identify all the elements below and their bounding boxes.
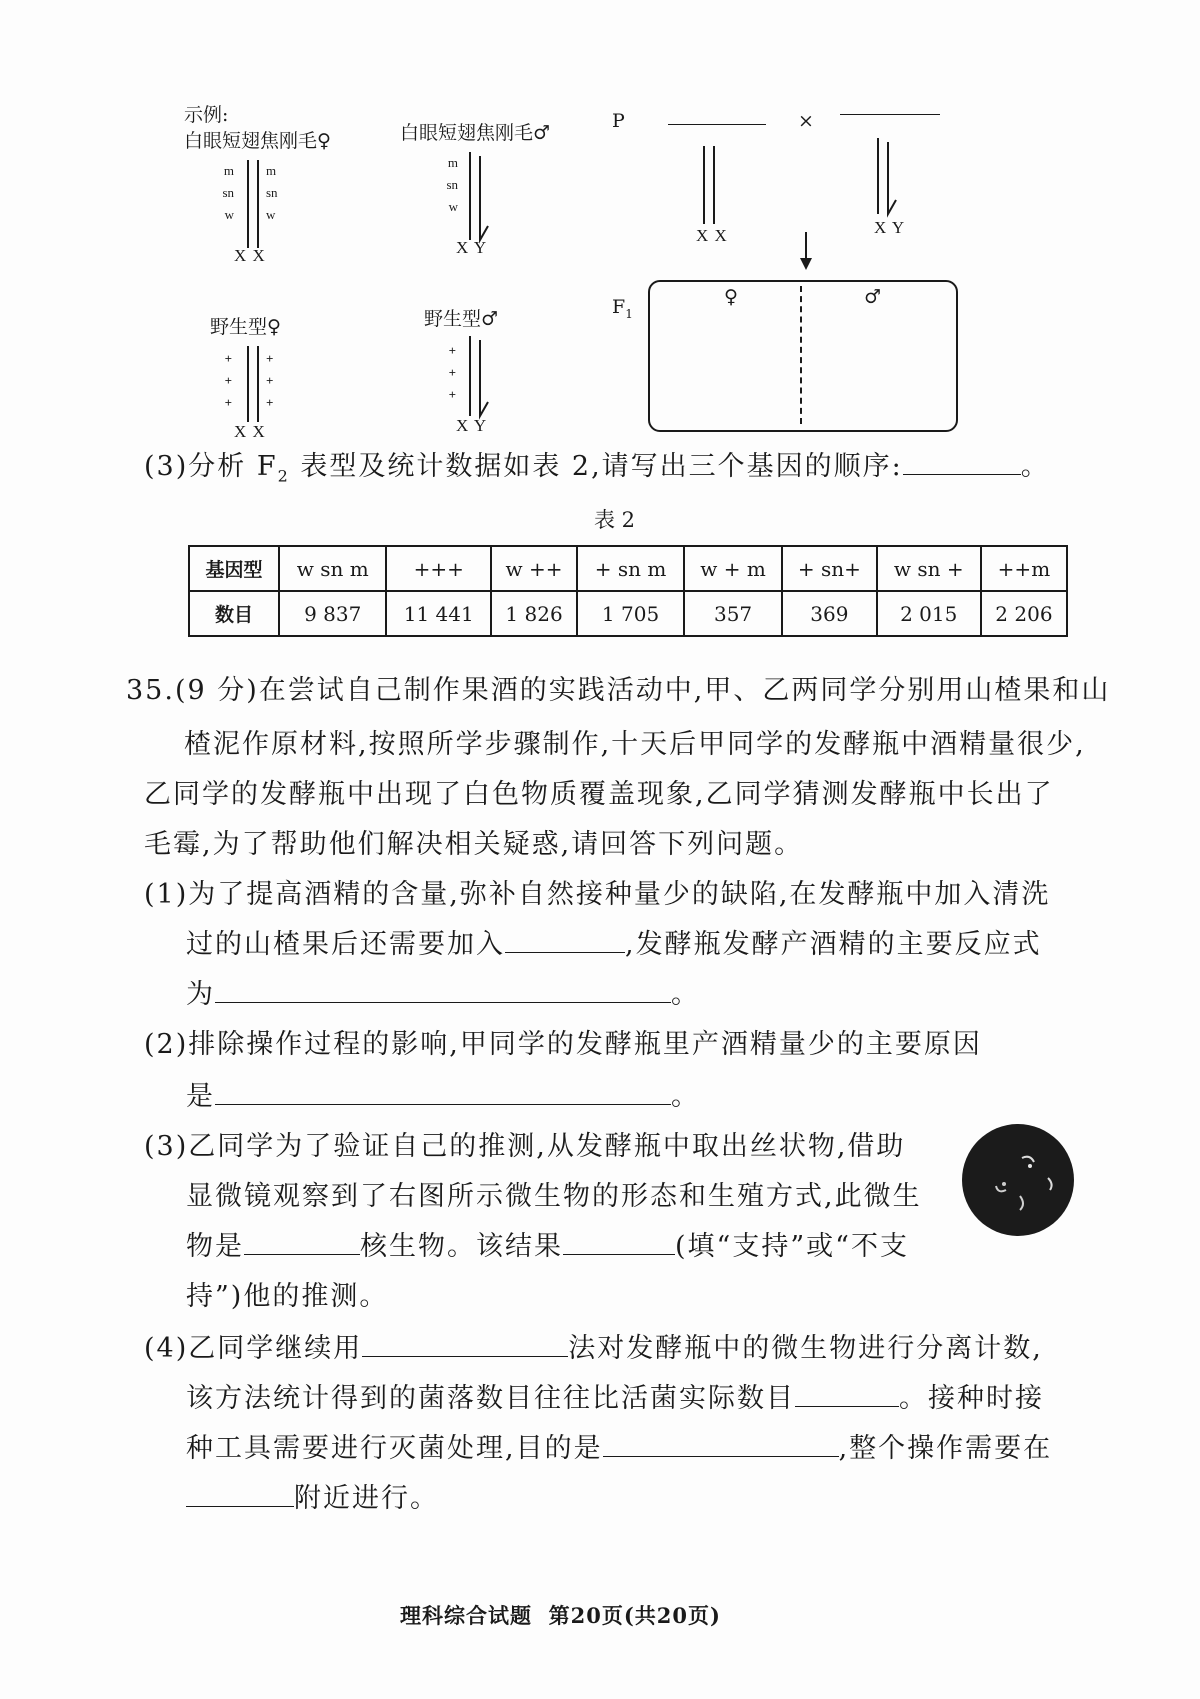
q35-part1-line-2: 过的山楂果后还需要加入 ,发酵瓶发酵产酒精的主要反应式 — [186, 929, 1042, 960]
q35-part3-line-4: 持”)他的推测。 — [186, 1281, 389, 1312]
down-arrow-icon — [796, 232, 816, 272]
female-wild-plus-right: + + + — [266, 351, 274, 410]
q35-part3-line-1: (3)乙同学为了验证自己的推测,从发酵瓶中取出丝状物,借助 — [144, 1131, 906, 1162]
male-wild-title: 野生型♂ — [424, 308, 499, 330]
table-cell: 369 — [782, 591, 876, 636]
f1-divider — [800, 286, 802, 424]
q35-part4-line-3: 种工具需要进行灭菌处理,目的是 ,整个操作需要在 — [186, 1433, 1053, 1464]
table-cell: w sn + — [877, 546, 981, 591]
table-cell: + sn+ — [782, 546, 876, 591]
p-male-blank — [840, 114, 940, 115]
table-header-genotype: 基因型 — [189, 546, 279, 591]
q35-intro-line-4: 毛霉,为了帮助他们解决相关疑惑,请回答下列问题。 — [144, 829, 804, 860]
question-3-text: (3)分析 $F_2$ 表型及统计数据如表 2,请写出三个基因的顺序: 。 — [144, 451, 1050, 486]
f1-result-box — [648, 280, 958, 432]
p-female-xx: X X — [696, 226, 728, 245]
table-cell: 11 441 — [386, 591, 491, 636]
q35-part4-line-1: (4)乙同学继续用 法对发酵瓶中的微生物进行分离计数, — [144, 1333, 1043, 1364]
p-female-chromosomes — [694, 146, 734, 228]
male-mutant-genes: m sn w — [446, 155, 458, 214]
male-mutant-chromosomes — [460, 152, 500, 244]
male-mutant-title: 白眼短翅焦刚毛♂ — [400, 122, 551, 144]
table-cell: + sn m — [577, 546, 684, 591]
table-2 — [188, 545, 1068, 637]
p-generation-label: P — [612, 110, 625, 132]
table-cell: 9 837 — [279, 591, 386, 636]
female-wild-title: 野生型♀ — [210, 316, 281, 338]
table-cell: ++m — [981, 546, 1067, 591]
q35-1-blank-yeast[interactable] — [505, 928, 625, 953]
table-cell: 2 015 — [877, 591, 981, 636]
female-mutant-genes-right: m sn w — [266, 163, 278, 222]
table-row-count — [189, 591, 1067, 636]
q35-part4-line-4: 附近进行。 — [186, 1476, 439, 1515]
p-male-chromosomes — [870, 138, 910, 220]
male-wild-plus: + + + — [448, 343, 456, 402]
q35-part2-line-1: (2)排除操作过程的影响,甲同学的发酵瓶里产酒精量少的主要原因 — [144, 1029, 982, 1060]
q35-4-blank-location[interactable] — [186, 1482, 294, 1507]
p-male-xy: X Y — [874, 218, 906, 237]
table-cell: w + m — [684, 546, 782, 591]
female-wild-xx: X X — [234, 422, 266, 441]
female-mutant-genes-left: m sn w — [222, 163, 234, 222]
q35-part3-line-2: 显微镜观察到了右图所示微生物的形态和生殖方式,此微生 — [186, 1181, 922, 1212]
q35-intro-line-1: 35.(9 分)在尝试自己制作果酒的实践活动中,甲、乙两同学分别用山楂果和山 — [126, 675, 1111, 706]
q35-part1-line-1: (1)为了提高酒精的含量,弥补自然接种量少的缺陷,在发酵瓶中加入清洗 — [144, 879, 1051, 910]
cross-symbol: × — [798, 110, 814, 132]
table-cell: 1 705 — [577, 591, 684, 636]
q35-intro-line-2: 楂泥作原材料,按照所学步骤制作,十天后甲同学的发酵瓶中酒精量很少, — [184, 729, 1086, 760]
table-cell: 1 826 — [491, 591, 577, 636]
q35-part2-line-2: 是 。 — [186, 1081, 700, 1112]
f1-female-symbol: ♀ — [724, 286, 738, 308]
q35-4-blank-method[interactable] — [362, 1332, 568, 1357]
table-cell: w sn m — [279, 546, 386, 591]
q35-4-blank-compare[interactable] — [795, 1382, 899, 1407]
p-female-blank — [668, 124, 766, 125]
q3-answer-blank[interactable] — [903, 450, 1021, 475]
table-cell: w ++ — [491, 546, 577, 591]
f1-male-symbol: ♂ — [864, 286, 882, 308]
f1-label: $F_1$ — [612, 296, 633, 321]
example-label: 示例: — [184, 104, 229, 126]
male-wild-xy: X Y — [456, 416, 488, 435]
table-row-genotype — [189, 546, 1067, 591]
q35-3-blank-organism[interactable] — [244, 1230, 360, 1255]
q35-part3-line-3: 物是 核生物。该结果 (填“支持”或“不支 — [186, 1231, 909, 1262]
table-header-count: 数目 — [189, 591, 279, 636]
q35-3-blank-support[interactable] — [563, 1230, 675, 1255]
page-footer: 理科综合试题 第20页(共20页) — [400, 1603, 721, 1628]
table-cell: 2 206 — [981, 591, 1067, 636]
table-2-caption: 表 2 — [594, 508, 636, 532]
q35-1-blank-equation[interactable] — [215, 978, 671, 1003]
table-cell: +++ — [386, 546, 491, 591]
q35-2-blank-reason[interactable] — [215, 1080, 671, 1105]
q35-part1-line-3: 为 。 — [186, 979, 700, 1010]
male-wild-chromosomes — [460, 336, 500, 420]
q35-4-blank-purpose[interactable] — [603, 1432, 839, 1457]
female-mutant-xx: X X — [234, 246, 266, 265]
table-cell: 357 — [684, 591, 782, 636]
q35-part4-line-2: 该方法统计得到的菌落数目往往比活菌实际数目 。接种时接 — [186, 1383, 1044, 1414]
budding-yeast-micrograph — [960, 1122, 1076, 1238]
male-mutant-xy: X Y — [456, 238, 488, 257]
q35-intro-line-3: 乙同学的发酵瓶中出现了白色物质覆盖现象,乙同学猜测发酵瓶中长出了 — [144, 779, 1054, 810]
female-mutant-title: 白眼短翅焦刚毛♀ — [184, 130, 331, 152]
female-wild-plus-left: + + + — [224, 351, 232, 410]
